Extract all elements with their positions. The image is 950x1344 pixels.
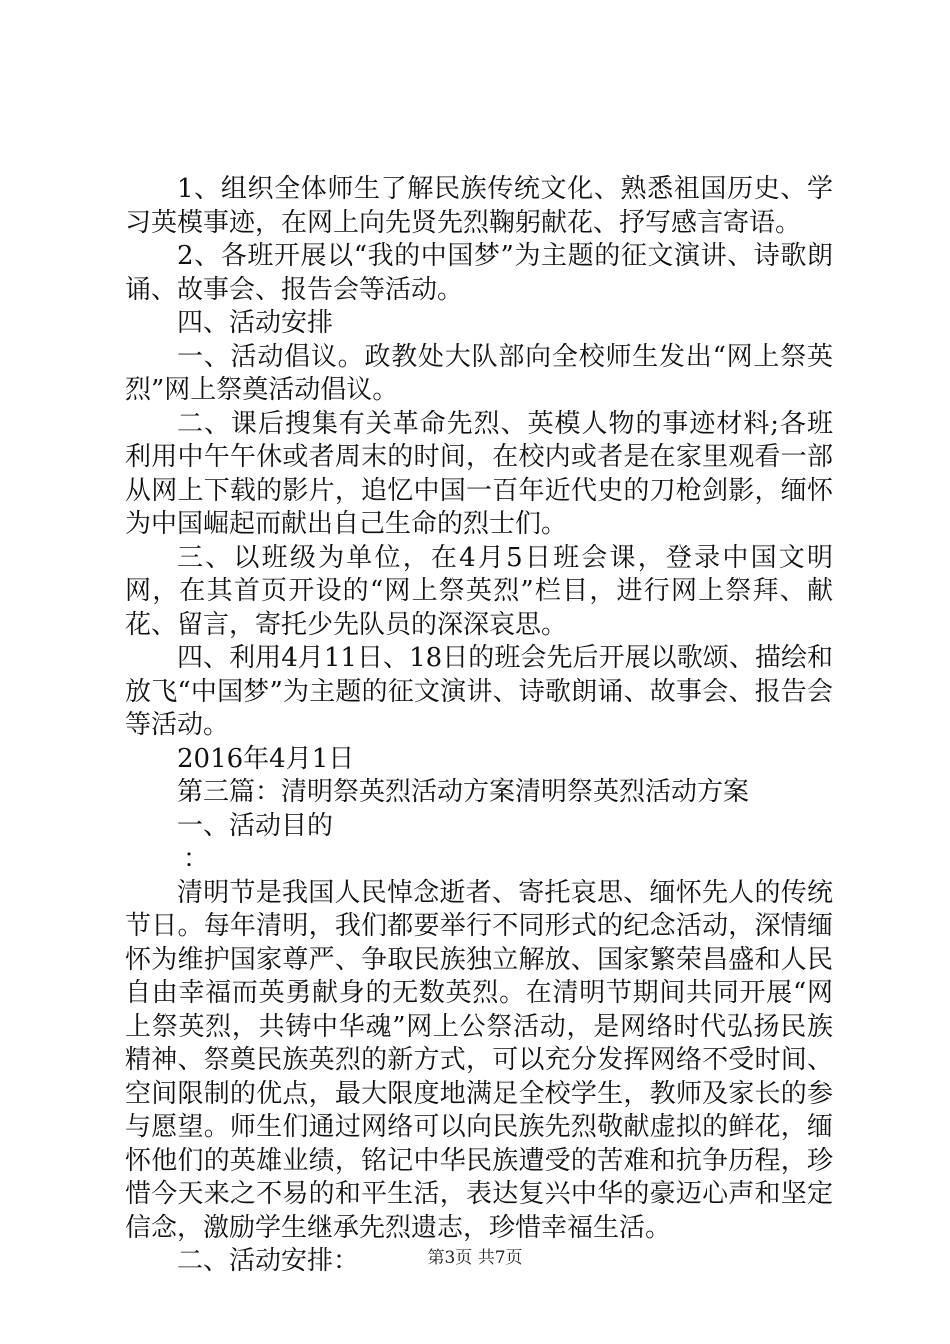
chapter-title: 第三篇：清明祭英烈活动方案清明祭英烈活动方案 [177,777,750,807]
section-heading: 一、活动目的 [177,810,334,841]
section-heading: 二、活动安排： [177,1246,360,1276]
paragraph: 三、以班级为单位，在4月5日班会课，登录中国文明网，在其首页开设的“网上祭英烈”栏目，进行网上祭拜、献花、留言，寄托少先队员的深深哀思。 [125,542,833,640]
document-body [125,173,833,1279]
paragraph: 1、组织全体师生了解民族传统文化、熟悉祖国历史、学习英模事迹，在网上向先贤先烈鞠躬献花、抒写感言寄语。 [125,174,833,238]
date-line: 2016年4月1日 [177,743,355,774]
paragraph: 清明节是我国人民悼念逝者、寄托哀思、缅怀先人的传统节日。每年清明，我们都要举行不同形式的纪念活动，深情缅怀为维护国家尊严、争取民族独立解放、国家繁荣昌盛和人民自由幸福而英勇献身的无数英烈。在清明节期间共同开展“网上祭英烈，共铸中华魂”网上公祭活动，是网络时代弘扬民族精神、祭奠民族英烈的新方式，可以充分发挥网络不受时间、空间限制的优点，最大限度地满足全校学生，教师及家长的参与愿望。师生们通过网络可以向民族先烈敬献虚拟的鲜花，缅怀他们的英雄业绩，铭记中华民族遭受的苦难和抗争历程，珍惜今天来之不易的和平生活，表达复兴中华的豪迈心声和坚定信念，激励学生继承先烈遗志，珍惜幸福生活。 [125,877,833,1243]
colon-line: ： [183,844,210,874]
paragraph: 四、利用4月11日、18日的班会先后开展以歌颂、描绘和放飞“中国梦”为主题的征文演讲、诗歌朗诵、故事会、报告会等活动。 [125,643,833,740]
paragraph: 2、各班开展以“我的中国梦”为主题的征文演讲、诗歌朗诵、故事会、报告会等活动。 [125,241,833,305]
page-footer: 第3页 共7页 [427,1248,523,1268]
paragraph: 二、课后搜集有关革命先烈、英模人物的事迹材料;各班利用中午午休或者周末的时间，在校内或者是在家里观看一部从网上下载的影片，追忆中国一百年近代史的刀枪剑影，缅怀为中国崛起而献出自己生命的烈士们。 [125,408,833,539]
section-heading: 四、活动安排 [177,308,334,338]
paragraph: 一、活动倡议。政教处大队部向全校师生发出“网上祭英烈”网上祭奠活动倡议。 [125,341,833,405]
